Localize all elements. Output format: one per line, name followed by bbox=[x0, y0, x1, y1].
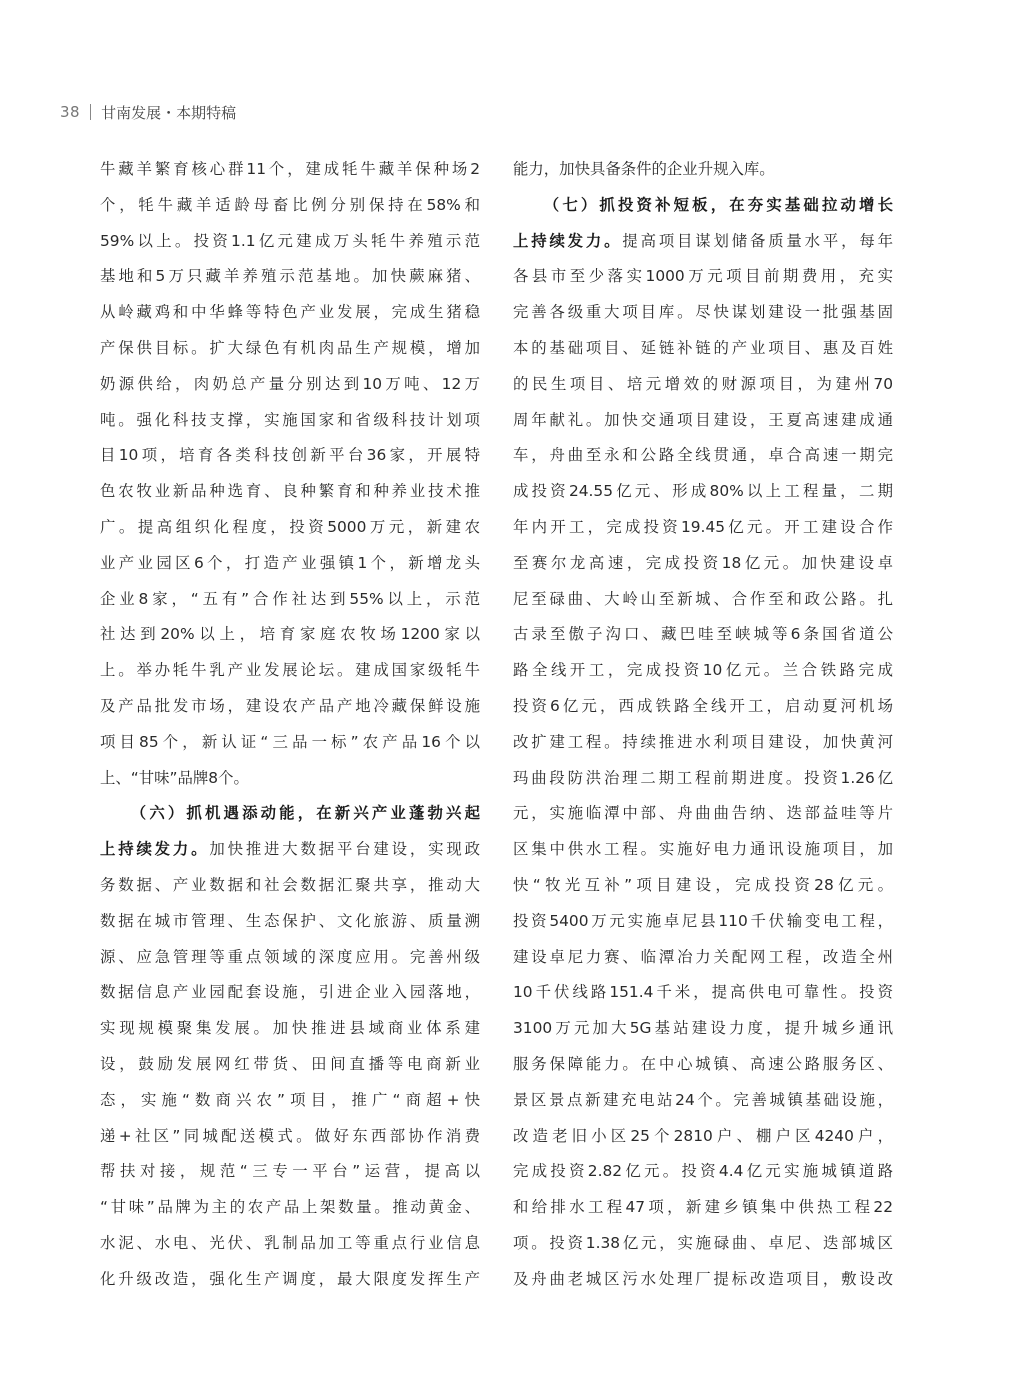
text-line bbox=[513, 904, 893, 940]
text-line bbox=[100, 1226, 480, 1262]
body-text: 设，鼓励发展网红带货、田间直播等电商新业 bbox=[100, 1054, 480, 1073]
body-text: 目10项，培育各类科技创新平台36家，开展特 bbox=[100, 446, 480, 465]
text-line bbox=[100, 1011, 480, 1047]
running-header bbox=[60, 100, 236, 124]
text-line bbox=[100, 1047, 480, 1083]
body-text: 从岭藏鸡和中华蜂等特色产业发展，完成生猪稳 bbox=[100, 303, 480, 322]
header-divider bbox=[90, 104, 91, 120]
text-line bbox=[100, 1154, 480, 1190]
body-text: 完成投资2.82亿元。投资4.4亿元实施城镇道路 bbox=[513, 1162, 893, 1181]
text-line bbox=[513, 868, 893, 904]
text-line bbox=[100, 474, 480, 510]
text-line bbox=[100, 940, 480, 976]
body-text: 景区景点新建充电站24个。完善城镇基础设施， bbox=[513, 1090, 893, 1109]
text-line bbox=[513, 940, 893, 976]
body-text: 数据信息产业园配套设施，引进企业入园落地， bbox=[100, 983, 480, 1002]
body-text: 数据在城市管理、生态保护、文化旅游、质量溯 bbox=[100, 911, 480, 930]
body-text: 快“牧光互补”项目建设，完成投资28亿元。 bbox=[513, 875, 893, 894]
body-text: 企业8家，“五有”合作社达到55%以上，示范 bbox=[100, 589, 480, 608]
body-text: 吨。强化科技支撑，实施国家和省级科技计划项 bbox=[100, 410, 480, 429]
text-line bbox=[513, 474, 893, 510]
body-text: 元，实施临潭中部、舟曲曲告纳、迭部益哇等片 bbox=[513, 804, 893, 823]
body-text: 各县市至少落实1000万元项目前期费用，充实 bbox=[513, 267, 893, 286]
text-line bbox=[513, 1262, 893, 1298]
text-line bbox=[513, 653, 893, 689]
body-text: 上。举办牦牛乳产业发展论坛。建成国家级牦牛 bbox=[100, 661, 480, 680]
text-line bbox=[513, 367, 893, 403]
body-text: 建设卓尼力赛、临潭冶力关配网工程，改造全州 bbox=[513, 947, 893, 966]
text-line bbox=[513, 188, 893, 224]
text-line bbox=[513, 617, 893, 653]
body-text: 个，牦牛藏羊适龄母畜比例分别保持在58%和 bbox=[100, 195, 480, 214]
body-text: 服务保障能力。在中心城镇、高速公路服务区、 bbox=[513, 1054, 893, 1073]
bold-lead-text: （六）抓机遇添动能，在新兴产业蓬勃兴起 bbox=[130, 804, 480, 823]
text-line bbox=[100, 832, 480, 868]
text-line bbox=[513, 1047, 893, 1083]
text-line bbox=[100, 438, 480, 474]
text-line bbox=[100, 403, 480, 439]
body-text: 提高项目谋划储备质量水平，每年 bbox=[622, 231, 893, 250]
text-line bbox=[100, 761, 480, 797]
body-text: 及舟曲老城区污水处理厂提标改造项目，敷设改 bbox=[513, 1269, 893, 1288]
text-line bbox=[100, 582, 480, 618]
text-line bbox=[100, 510, 480, 546]
body-text: 项目85个，新认证“三品一标”农产品16个以 bbox=[100, 732, 480, 751]
text-line bbox=[100, 188, 480, 224]
text-line bbox=[513, 259, 893, 295]
body-text: 改造老旧小区25个2810户、棚户区4240户， bbox=[513, 1126, 893, 1145]
section-title: 甘南发展・本期特稿 bbox=[101, 103, 237, 122]
page-number: 38 bbox=[60, 103, 81, 121]
text-line bbox=[100, 725, 480, 761]
text-line bbox=[513, 403, 893, 439]
text-line bbox=[513, 224, 893, 260]
body-text: 的民生项目、培元增效的财源项目，为建州70 bbox=[513, 374, 893, 393]
body-text: 区集中供水工程。实施好电力通讯设施项目，加 bbox=[513, 840, 893, 859]
text-line bbox=[100, 796, 480, 832]
body-text: 改扩建工程。持续推进水利项目建设，加快黄河 bbox=[513, 732, 893, 751]
body-text: 车，舟曲至永和公路全线贯通，卓合高速一期完 bbox=[513, 446, 893, 465]
text-line bbox=[100, 653, 480, 689]
body-text: 古录至傲子沟口、藏巴哇至峡城等6条国省道公 bbox=[513, 625, 893, 644]
bold-lead-text: 上持续发力。 bbox=[100, 840, 210, 859]
body-text: 投资5400万元实施卓尼县110千伏输变电工程， bbox=[513, 911, 893, 930]
body-text: 年内开工，完成投资19.45亿元。开工建设合作 bbox=[513, 517, 893, 536]
text-line bbox=[513, 761, 893, 797]
body-text: 能力，加快具备条件的企业升规入库。 bbox=[513, 160, 775, 178]
text-line bbox=[513, 1190, 893, 1226]
body-text: 3100万元加大5G基站建设力度，提升城乡通讯 bbox=[513, 1019, 893, 1038]
text-line bbox=[100, 904, 480, 940]
body-text: 递+社区”同城配送模式。做好东西部协作消费 bbox=[100, 1126, 480, 1145]
bold-lead-text: 上持续发力。 bbox=[513, 231, 623, 250]
body-text: 源、应急管理等重点领域的深度应用。完善州级 bbox=[100, 947, 480, 966]
body-text: 和给排水工程47项，新建乡镇集中供热工程22 bbox=[513, 1198, 893, 1217]
text-line bbox=[513, 1119, 893, 1155]
body-text: 完善各级重大项目库。尽快谋划建设一批强基固 bbox=[513, 303, 893, 322]
body-text: 产保供目标。扩大绿色有机肉品生产规模，增加 bbox=[100, 338, 480, 357]
text-line bbox=[100, 1262, 480, 1298]
text-line bbox=[100, 546, 480, 582]
text-line bbox=[100, 259, 480, 295]
body-text: 加快推进大数据平台建设，实现政 bbox=[209, 840, 480, 859]
left-text-column bbox=[100, 152, 480, 1298]
body-text: 玛曲段防洪治理二期工程前期进度。投资1.26亿 bbox=[513, 768, 893, 787]
text-line bbox=[513, 331, 893, 367]
text-line bbox=[513, 832, 893, 868]
body-text: 项。投资1.38亿元，实施碌曲、卓尼、迭部城区 bbox=[513, 1233, 893, 1252]
text-line bbox=[100, 1083, 480, 1119]
body-text: 本的基础项目、延链补链的产业项目、惠及百姓 bbox=[513, 338, 893, 357]
text-line bbox=[100, 367, 480, 403]
body-text: 广。提高组织化程度，投资5000万元，新建农 bbox=[100, 517, 480, 536]
body-text: 至赛尔龙高速，完成投资18亿元。加快建设卓 bbox=[513, 553, 893, 572]
text-line bbox=[513, 1011, 893, 1047]
body-text: 尼至碌曲、大岭山至新城、合作至和政公路。扎 bbox=[513, 589, 893, 608]
text-line bbox=[100, 152, 480, 188]
text-line bbox=[513, 152, 893, 188]
text-line bbox=[513, 546, 893, 582]
text-line bbox=[513, 796, 893, 832]
body-text: 成投资24.55亿元、形成80%以上工程量，二期 bbox=[513, 482, 893, 501]
bold-lead-text: （七）抓投资补短板，在夯实基础拉动增长 bbox=[543, 195, 893, 214]
text-line bbox=[513, 1226, 893, 1262]
body-text: 业产业园区6个，打造产业强镇1个，新增龙头 bbox=[100, 553, 480, 572]
body-text: 上、“甘味”品牌8个。 bbox=[100, 768, 249, 787]
body-text: 投资6亿元，西成铁路全线开工，启动夏河机场 bbox=[513, 696, 893, 715]
body-text: 帮扶对接，规范“三专一平台”运营，提高以 bbox=[100, 1162, 480, 1181]
body-text: 务数据、产业数据和社会数据汇聚共享，推动大 bbox=[100, 875, 480, 894]
text-line bbox=[513, 725, 893, 761]
body-text: 化升级改造，强化生产调度，最大限度发挥生产 bbox=[100, 1269, 480, 1288]
body-text: 基地和5万只藏羊养殖示范基地。加快蕨麻猪、 bbox=[100, 267, 480, 286]
body-text: 社达到20%以上，培育家庭农牧场1200家以 bbox=[100, 625, 480, 644]
text-line bbox=[100, 295, 480, 331]
text-line bbox=[100, 224, 480, 260]
text-line bbox=[513, 295, 893, 331]
text-line bbox=[100, 1190, 480, 1226]
right-text-column bbox=[513, 152, 893, 1298]
text-line bbox=[513, 975, 893, 1011]
text-line bbox=[100, 1119, 480, 1155]
body-text: 牛藏羊繁育核心群11个，建成牦牛藏羊保种场2 bbox=[100, 160, 480, 178]
body-text: 实现规模聚集发展。加快推进县域商业体系建 bbox=[100, 1019, 480, 1038]
text-line bbox=[513, 1083, 893, 1119]
text-line bbox=[100, 689, 480, 725]
body-text: 59%以上。投资1.1亿元建成万头牦牛养殖示范 bbox=[100, 231, 480, 250]
text-line bbox=[513, 510, 893, 546]
text-line bbox=[513, 582, 893, 618]
text-line bbox=[513, 438, 893, 474]
text-line bbox=[513, 1154, 893, 1190]
body-text: 10千伏线路151.4千米，提高供电可靠性。投资 bbox=[513, 983, 893, 1002]
body-text: 水泥、水电、光伏、乳制品加工等重点行业信息 bbox=[100, 1233, 480, 1252]
text-line bbox=[100, 331, 480, 367]
text-line bbox=[100, 868, 480, 904]
text-line bbox=[100, 975, 480, 1011]
body-text: 奶源供给，肉奶总产量分别达到10万吨、12万 bbox=[100, 374, 480, 393]
body-text: 态，实施“数商兴农”项目，推广“商超+快 bbox=[100, 1090, 480, 1109]
body-text: 路全线开工，完成投资10亿元。兰合铁路完成 bbox=[513, 661, 893, 680]
body-text: “甘味”品牌为主的农产品上架数量。推动黄金、 bbox=[100, 1198, 480, 1217]
body-text: 及产品批发市场，建设农产品产地冷藏保鲜设施 bbox=[100, 696, 480, 715]
body-text: 周年献礼。加快交通项目建设，王夏高速建成通 bbox=[513, 410, 893, 429]
text-line bbox=[513, 689, 893, 725]
body-text: 色农牧业新品种选育、良种繁育和种养业技术推 bbox=[100, 482, 480, 501]
text-line bbox=[100, 617, 480, 653]
